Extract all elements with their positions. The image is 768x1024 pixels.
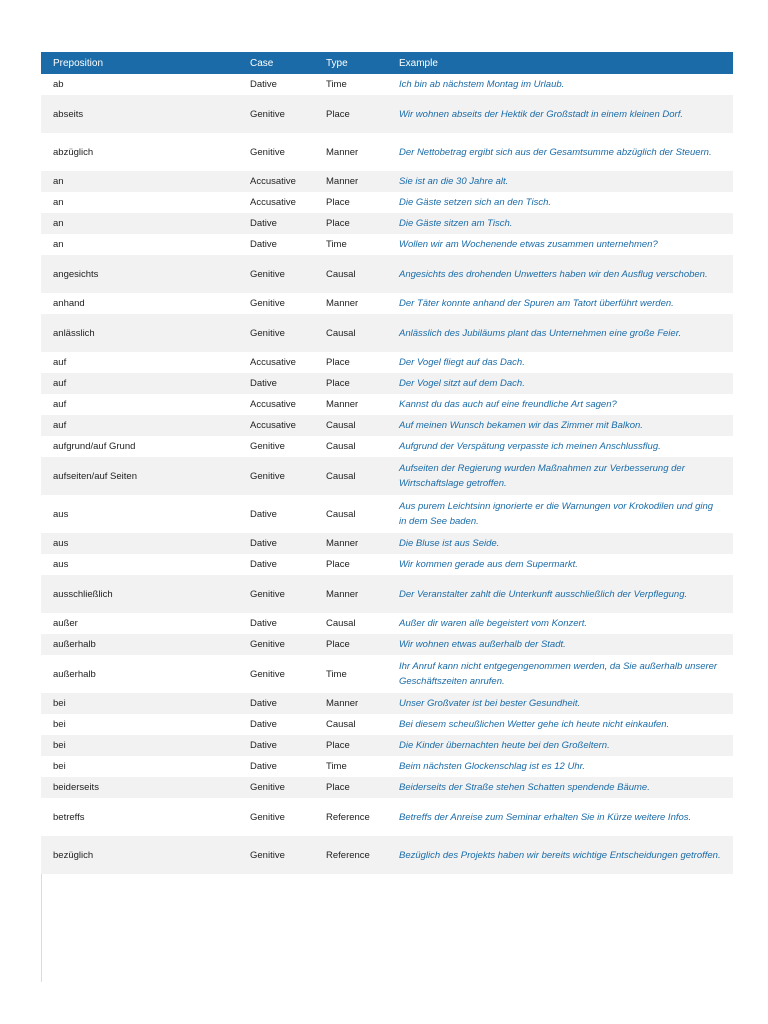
table-row bbox=[41, 634, 733, 655]
cell-preposition: auf bbox=[41, 415, 238, 436]
cell-example: Beiderseits der Straße stehen Schatten spendende Bäume. bbox=[387, 777, 733, 798]
cell-type: Causal bbox=[314, 495, 387, 533]
cell-type: Time bbox=[314, 74, 387, 95]
cell-preposition: aufgrund/auf Grund bbox=[41, 436, 238, 457]
cell-case: Dative bbox=[238, 533, 314, 554]
table-row bbox=[41, 756, 733, 777]
table-row bbox=[41, 495, 733, 533]
cell-example: Die Bluse ist aus Seide. bbox=[387, 533, 733, 554]
cell-case: Dative bbox=[238, 613, 314, 634]
cell-preposition: außer bbox=[41, 613, 238, 634]
column-header-example[interactable]: Example bbox=[387, 52, 733, 74]
cell-example: Betreffs der Anreise zum Seminar erhalten Sie in Kürze weitere Infos. bbox=[387, 798, 733, 836]
cell-preposition: bei bbox=[41, 756, 238, 777]
cell-case: Dative bbox=[238, 554, 314, 575]
cell-preposition: abseits bbox=[41, 95, 238, 133]
cell-example: Angesichts des drohenden Unwetters haben wir den Ausflug verschoben. bbox=[387, 255, 733, 293]
cell-preposition: außerhalb bbox=[41, 634, 238, 655]
cell-type: Place bbox=[314, 735, 387, 756]
cell-example: Die Gäste setzen sich an den Tisch. bbox=[387, 192, 733, 213]
table-row bbox=[41, 554, 733, 575]
cell-example: Wir kommen gerade aus dem Supermarkt. bbox=[387, 554, 733, 575]
cell-type: Causal bbox=[314, 255, 387, 293]
cell-type: Manner bbox=[314, 171, 387, 192]
cell-example: Kannst du das auch auf eine freundliche Art sagen? bbox=[387, 394, 733, 415]
table-row bbox=[41, 255, 733, 293]
cell-preposition: aus bbox=[41, 495, 238, 533]
cell-case: Dative bbox=[238, 693, 314, 714]
cell-type: Manner bbox=[314, 293, 387, 314]
cell-type: Place bbox=[314, 554, 387, 575]
table-row bbox=[41, 714, 733, 735]
table-row bbox=[41, 213, 733, 234]
cell-example: Aufgrund der Verspätung verpasste ich meinen Anschlussflug. bbox=[387, 436, 733, 457]
cell-preposition: aus bbox=[41, 554, 238, 575]
table-row bbox=[41, 394, 733, 415]
cell-type: Time bbox=[314, 234, 387, 255]
cell-case: Genitive bbox=[238, 436, 314, 457]
cell-preposition: an bbox=[41, 192, 238, 213]
cell-case: Genitive bbox=[238, 655, 314, 693]
cell-type: Manner bbox=[314, 133, 387, 171]
cell-example: Bei diesem scheußlichen Wetter gehe ich heute nicht einkaufen. bbox=[387, 714, 733, 735]
cell-example: Ich bin ab nächstem Montag im Urlaub. bbox=[387, 74, 733, 95]
column-header-case[interactable]: Case bbox=[238, 52, 314, 74]
cell-preposition: außerhalb bbox=[41, 655, 238, 693]
table-row bbox=[41, 655, 733, 693]
cell-preposition: betreffs bbox=[41, 798, 238, 836]
cell-preposition: aufseiten/auf Seiten bbox=[41, 457, 238, 495]
cell-case: Dative bbox=[238, 213, 314, 234]
cell-type: Causal bbox=[314, 613, 387, 634]
cell-preposition: an bbox=[41, 234, 238, 255]
cell-case: Dative bbox=[238, 234, 314, 255]
cell-example: Aufseiten der Regierung wurden Maßnahmen zur Verbesserung der Wirtschaftslage getroffen. bbox=[387, 457, 733, 495]
cell-preposition: bei bbox=[41, 735, 238, 756]
cell-preposition: ausschließlich bbox=[41, 575, 238, 613]
cell-type: Place bbox=[314, 192, 387, 213]
cell-example: Wir wohnen abseits der Hektik der Großstadt in einem kleinen Dorf. bbox=[387, 95, 733, 133]
table-row bbox=[41, 575, 733, 613]
table-row bbox=[41, 74, 733, 95]
cell-type: Manner bbox=[314, 533, 387, 554]
cell-case: Dative bbox=[238, 714, 314, 735]
cell-case: Accusative bbox=[238, 171, 314, 192]
cell-preposition: auf bbox=[41, 352, 238, 373]
cell-preposition: an bbox=[41, 171, 238, 192]
cell-example: Der Veranstalter zahlt die Unterkunft ausschließlich der Verpflegung. bbox=[387, 575, 733, 613]
table-body bbox=[41, 74, 733, 874]
cell-example: Sie ist an die 30 Jahre alt. bbox=[387, 171, 733, 192]
cell-case: Accusative bbox=[238, 352, 314, 373]
table-row bbox=[41, 693, 733, 714]
cell-type: Place bbox=[314, 213, 387, 234]
cell-preposition: auf bbox=[41, 373, 238, 394]
cell-type: Place bbox=[314, 95, 387, 133]
cell-example: Ihr Anruf kann nicht entgegengenommen werden, da Sie außerhalb unserer Geschäftszeiten anrufen. bbox=[387, 655, 733, 693]
cell-example: Aus purem Leichtsinn ignorierte er die Warnungen vor Krokodilen und ging in dem See baden. bbox=[387, 495, 733, 533]
table-row bbox=[41, 436, 733, 457]
cell-preposition: bezüglich bbox=[41, 836, 238, 874]
cell-example: Anlässlich des Jubiläums plant das Unternehmen eine große Feier. bbox=[387, 314, 733, 352]
cell-type: Reference bbox=[314, 798, 387, 836]
cell-type: Place bbox=[314, 352, 387, 373]
cell-example: Die Gäste sitzen am Tisch. bbox=[387, 213, 733, 234]
cell-case: Dative bbox=[238, 373, 314, 394]
table-row bbox=[41, 95, 733, 133]
cell-preposition: aus bbox=[41, 533, 238, 554]
cell-case: Accusative bbox=[238, 394, 314, 415]
table-row bbox=[41, 777, 733, 798]
table-row bbox=[41, 836, 733, 874]
cell-example: Der Vogel fliegt auf das Dach. bbox=[387, 352, 733, 373]
cell-type: Causal bbox=[314, 457, 387, 495]
cell-case: Genitive bbox=[238, 95, 314, 133]
cell-type: Time bbox=[314, 756, 387, 777]
cell-type: Causal bbox=[314, 314, 387, 352]
table-row bbox=[41, 192, 733, 213]
cell-case: Accusative bbox=[238, 415, 314, 436]
cell-example: Unser Großvater ist bei bester Gesundheit. bbox=[387, 693, 733, 714]
cell-type: Place bbox=[314, 373, 387, 394]
cell-type: Time bbox=[314, 655, 387, 693]
table-row bbox=[41, 352, 733, 373]
cell-case: Dative bbox=[238, 74, 314, 95]
cell-preposition: anhand bbox=[41, 293, 238, 314]
cell-example: Wollen wir am Wochenende etwas zusammen unternehmen? bbox=[387, 234, 733, 255]
cell-preposition: anlässlich bbox=[41, 314, 238, 352]
cell-example: Der Täter konnte anhand der Spuren am Tatort überführt werden. bbox=[387, 293, 733, 314]
cell-case: Accusative bbox=[238, 192, 314, 213]
cell-type: Manner bbox=[314, 575, 387, 613]
table-row bbox=[41, 234, 733, 255]
column-header-preposition[interactable]: Preposition bbox=[41, 52, 238, 74]
cell-case: Genitive bbox=[238, 255, 314, 293]
cell-type: Causal bbox=[314, 415, 387, 436]
table-row bbox=[41, 415, 733, 436]
cell-preposition: abzüglich bbox=[41, 133, 238, 171]
cell-type: Manner bbox=[314, 394, 387, 415]
cell-case: Genitive bbox=[238, 293, 314, 314]
table-row bbox=[41, 613, 733, 634]
cell-preposition: bei bbox=[41, 693, 238, 714]
cell-preposition: ab bbox=[41, 74, 238, 95]
cell-preposition: bei bbox=[41, 714, 238, 735]
cell-case: Genitive bbox=[238, 133, 314, 171]
cell-example: Wir wohnen etwas außerhalb der Stadt. bbox=[387, 634, 733, 655]
table-row bbox=[41, 293, 733, 314]
table-row bbox=[41, 373, 733, 394]
cell-preposition: angesichts bbox=[41, 255, 238, 293]
table-row bbox=[41, 533, 733, 554]
cell-preposition: an bbox=[41, 213, 238, 234]
cell-case: Genitive bbox=[238, 457, 314, 495]
cell-case: Genitive bbox=[238, 777, 314, 798]
table-header bbox=[41, 52, 733, 74]
cell-case: Dative bbox=[238, 756, 314, 777]
cell-case: Dative bbox=[238, 735, 314, 756]
table-row bbox=[41, 457, 733, 495]
cell-preposition: auf bbox=[41, 394, 238, 415]
cell-case: Genitive bbox=[238, 836, 314, 874]
table-row bbox=[41, 798, 733, 836]
cell-case: Genitive bbox=[238, 634, 314, 655]
table-row bbox=[41, 133, 733, 171]
cell-example: Auf meinen Wunsch bekamen wir das Zimmer mit Balkon. bbox=[387, 415, 733, 436]
cell-type: Causal bbox=[314, 714, 387, 735]
table-row bbox=[41, 171, 733, 192]
header-row bbox=[41, 52, 733, 74]
cell-example: Außer dir waren alle begeistert vom Konzert. bbox=[387, 613, 733, 634]
column-header-type[interactable]: Type bbox=[314, 52, 387, 74]
preposition-table-container bbox=[41, 52, 733, 874]
cell-type: Place bbox=[314, 777, 387, 798]
preposition-table bbox=[41, 52, 733, 874]
cell-type: Place bbox=[314, 634, 387, 655]
cell-type: Reference bbox=[314, 836, 387, 874]
table-row bbox=[41, 735, 733, 756]
cell-case: Dative bbox=[238, 495, 314, 533]
cell-example: Die Kinder übernachten heute bei den Großeltern. bbox=[387, 735, 733, 756]
cell-preposition: beiderseits bbox=[41, 777, 238, 798]
cell-example: Beim nächsten Glockenschlag ist es 12 Uhr. bbox=[387, 756, 733, 777]
cell-type: Manner bbox=[314, 693, 387, 714]
cell-case: Genitive bbox=[238, 575, 314, 613]
cell-example: Der Nettobetrag ergibt sich aus der Gesamtsumme abzüglich der Steuern. bbox=[387, 133, 733, 171]
cell-example: Der Vogel sitzt auf dem Dach. bbox=[387, 373, 733, 394]
table-row bbox=[41, 314, 733, 352]
cell-type: Causal bbox=[314, 436, 387, 457]
cell-example: Bezüglich des Projekts haben wir bereits wichtige Entscheidungen getroffen. bbox=[387, 836, 733, 874]
cell-case: Genitive bbox=[238, 798, 314, 836]
cell-case: Genitive bbox=[238, 314, 314, 352]
